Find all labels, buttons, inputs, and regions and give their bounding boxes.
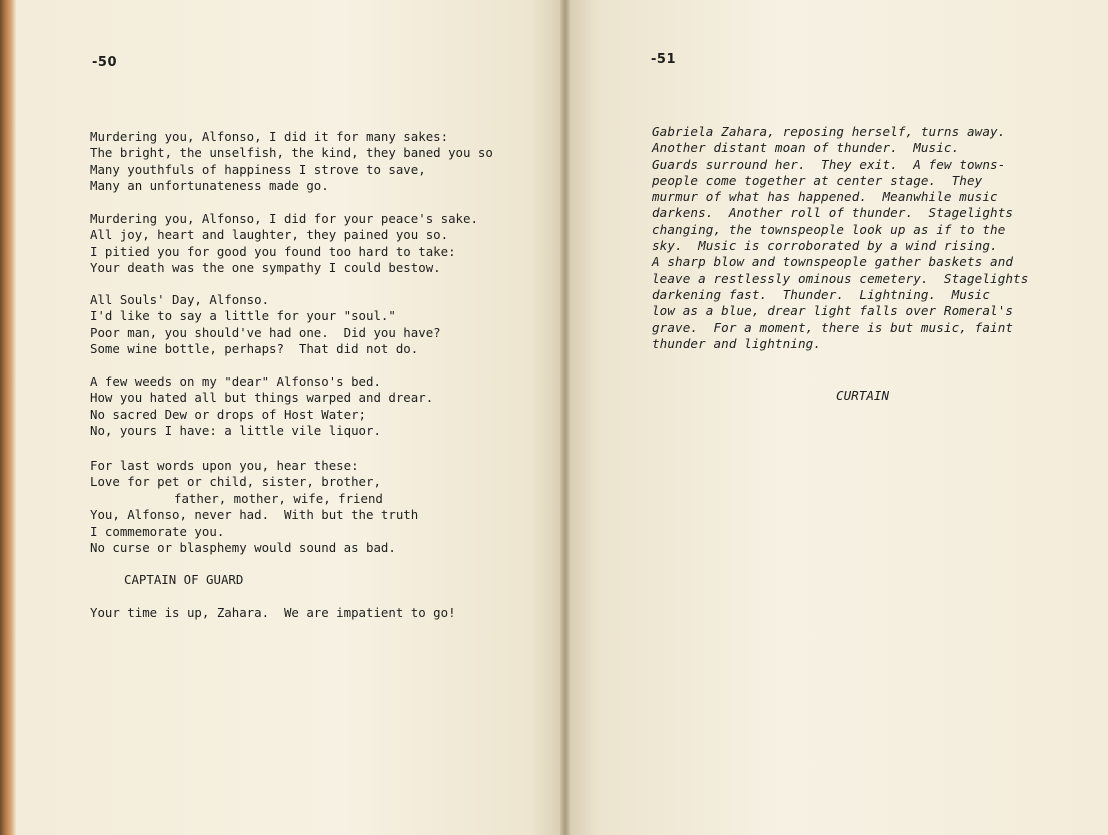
poem-stanza-4 [90, 374, 433, 440]
stage-direction-line: leave a restlessly ominous cemetery. Stagelights [652, 270, 1029, 286]
stage-direction-line: A sharp blow and townspeople gather baskets and [652, 254, 1014, 270]
poem-line: Poor man, you should've had one. Did you have? [90, 324, 441, 340]
book-binding-edge [0, 0, 16, 835]
stage-direction [652, 124, 1028, 352]
right-page-number: -51 [651, 52, 676, 67]
poem-line: A few weeds on my "dear" Alfonso's bed. [90, 374, 381, 389]
speaker-name: CAPTAIN OF GUARD [124, 572, 244, 587]
stage-direction-line: people come together at center stage. They [652, 172, 983, 188]
stage-direction-line: sky. Music is corroborated by a wind rising. [652, 238, 998, 254]
poem-line: The bright, the unselfish, the kind, they baned you so [90, 145, 493, 161]
poem-stanza-2 [90, 211, 478, 277]
stage-direction-line: low as a blue, drear light falls over Romeral's [652, 303, 1014, 319]
poem-line: Murdering you, Alfonso, I did for your peace's sake. [90, 211, 478, 226]
poem-line: You, Alfonso, never had. With but the truth [90, 507, 419, 523]
stage-direction-line: grave. For a moment, there is but music, faint [652, 319, 1014, 335]
stage-direction-line: murmur of what has happened. Meanwhile music [652, 189, 998, 205]
poem-line: All joy, heart and laughter, they pained you so. [90, 227, 449, 243]
stage-direction-line: darkening fast. Thunder. Lightning. Music [652, 286, 991, 302]
poem-stanza-1 [90, 129, 493, 195]
stage-direction-line: thunder and lightning. [652, 335, 822, 351]
poem-line: I commemorate you. [90, 523, 225, 539]
poem-line: Love for pet or child, sister, brother, [90, 474, 381, 490]
stage-direction-line: darkens. Another roll of thunder. Stagelights [652, 205, 1014, 221]
poem-stanza-3 [90, 292, 441, 358]
poem-line: Many an unfortunateness made go. [90, 178, 329, 194]
stage-direction-line: Gabriela Zahara, reposing herself, turns away. [652, 124, 1006, 139]
poem-stanza-5 [90, 458, 418, 556]
poem-line: Many youthfuls of happiness I strove to save, [90, 161, 426, 177]
dialogue-line: Your time is up, Zahara. We are impatient to go! [90, 605, 456, 620]
poem-line: Some wine bottle, perhaps? That did not do. [90, 341, 419, 357]
curtain-label: CURTAIN [836, 388, 890, 403]
poem-line: father, mother, wife, friend [174, 490, 383, 506]
stage-direction-line: Guards surround her. They exit. A few towns- [652, 156, 1006, 172]
poem-line: No, yours I have: a little vile liquor. [90, 423, 381, 439]
stage-direction-line: changing, the townspeople look up as if to the [652, 221, 1006, 237]
poem-line: Your death was the one sympathy I could bestow. [90, 260, 441, 276]
poem-line: I'd like to say a little for your "soul." [90, 308, 396, 324]
poem-line: Murdering you, Alfonso, I did it for many sakes: [90, 129, 449, 144]
poem-line: All Souls' Day, Alfonso. [90, 292, 270, 307]
poem-line: No sacred Dew or drops of Host Water; [90, 406, 367, 422]
left-page-number: -50 [92, 55, 117, 70]
poem-line: No curse or blasphemy would sound as bad. [90, 540, 396, 556]
stage-direction-line: Another distant moan of thunder. Music. [652, 140, 960, 156]
poem-line: I pitied you for good you found too hard to take: [90, 243, 456, 259]
book-gutter [560, 0, 570, 835]
poem-line: For last words upon you, hear these: [90, 458, 359, 473]
poem-line: How you hated all but things warped and drear. [90, 390, 434, 406]
